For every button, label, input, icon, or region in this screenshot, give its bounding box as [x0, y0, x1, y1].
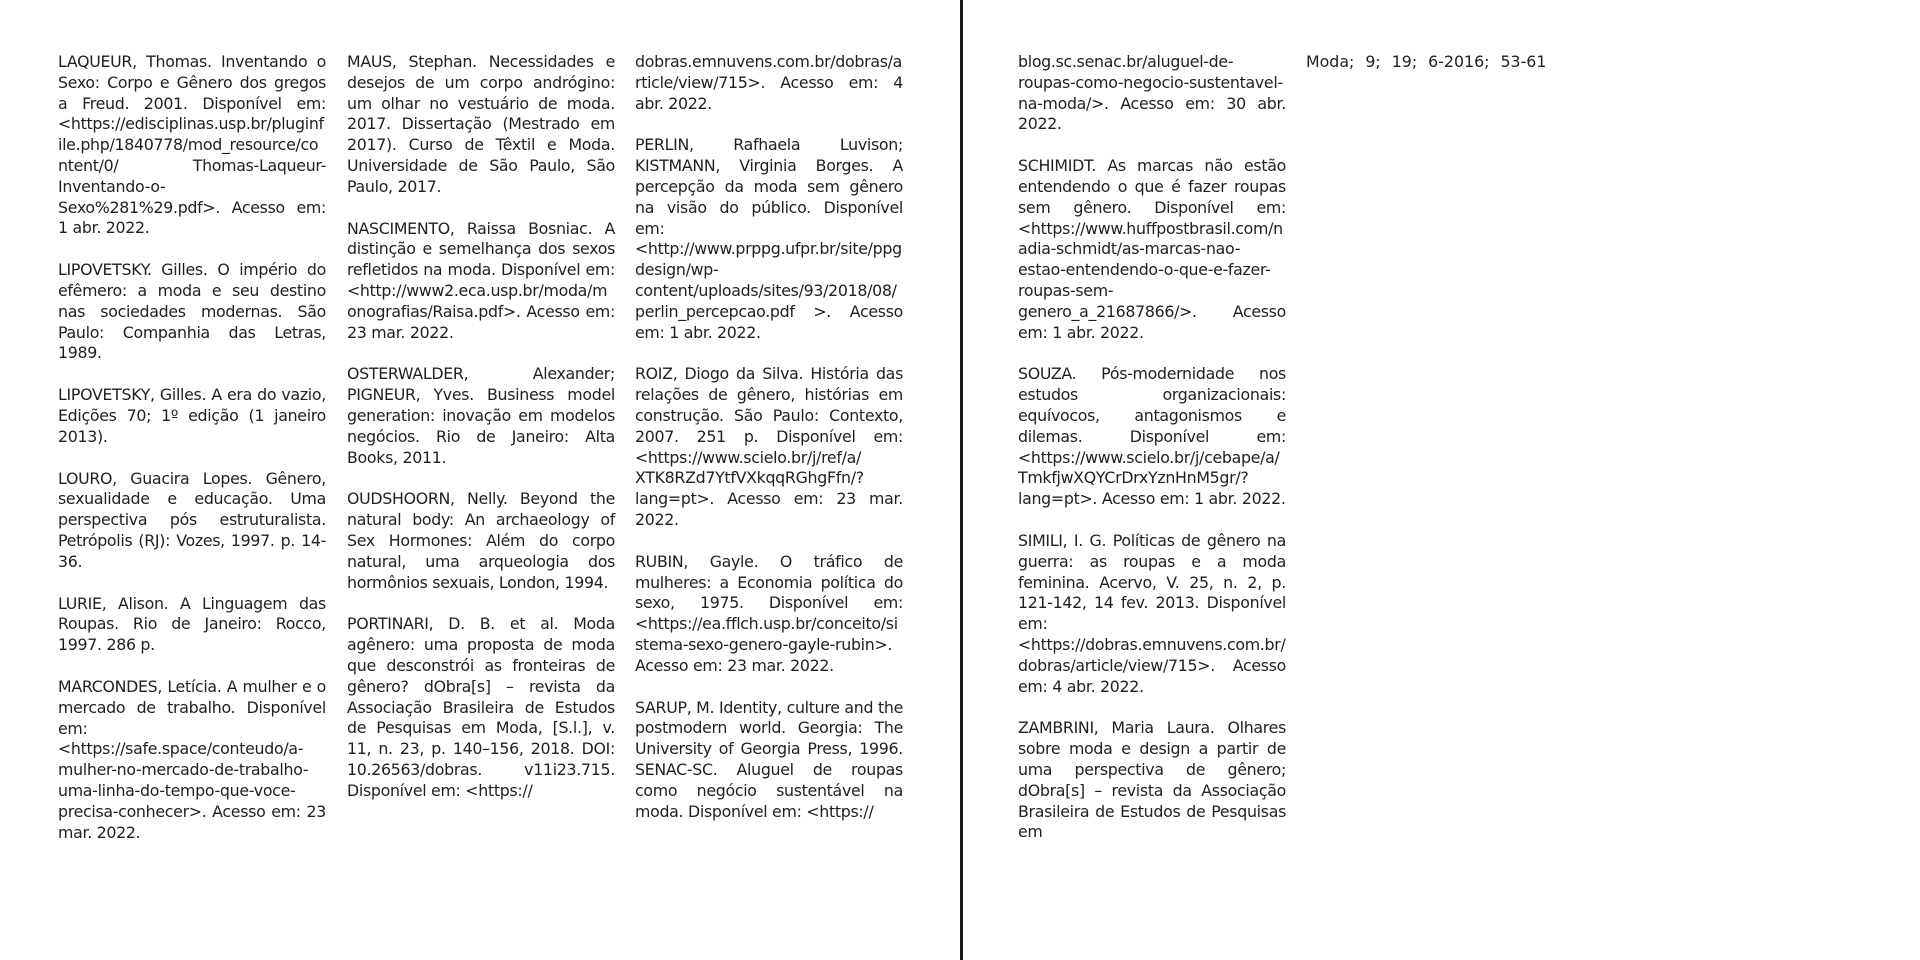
- reference-entry: MAUS, Stephan. Necessidades e desejos de um corpo andrógino: um olhar no vestuário de moda. 2017. Dissertação (Mestrado em 2017). Curso de Têxtil e Moda. Universidade de São Paulo, São Paulo, 2017.: [347, 52, 615, 196]
- reference-entry: LURIE, Alison. A Linguagem das Roupas. Rio de Janeiro: Rocco, 1997. 286 p.: [58, 593, 326, 655]
- reference-entry: MARCONDES, Letícia. A mulher e o mercado de trabalho. Disponível em: <https://safe.space/conteudo/a-mulher-no-mercado-de-trabalho-uma-linha-do-tempo-que-voce-precisa-conhecer>. Acesso em: 23 mar. 2022.: [58, 676, 326, 842]
- page-divider: [960, 0, 963, 960]
- reference-entry: PERLIN, Rafhaela Luvison; KISTMANN, Virginia Borges. A percepção da moda sem gênero na visão do público. Disponível em: <http://www.prppg.ufpr.br/site/ppgdesign/wp-content/uploads/sites/93/2018/08/perlin_percepcao.pdf >. Acesso em: 1 abr. 2022.: [635, 135, 903, 342]
- reference-entry: OSTERWALDER, Alexander; PIGNEUR, Yves. Business model generation: inovação em modelos negócios. Rio de Janeiro: Alta Books, 2011.: [347, 364, 615, 467]
- references-column-4: [1018, 52, 1286, 864]
- reference-entry: ROIZ, Diogo da Silva. História das relações de gênero, histórias em construção. São Paulo: Contexto, 2007. 251 p. Disponível em: <https://www.scielo.br/j/ref/a/ XTK8RZd7YtfVXkqqRGhgFfn/?lang=pt>. Acesso em: 23 mar. 2022.: [635, 364, 903, 529]
- reference-entry: ZAMBRINI, Maria Laura. Olhares sobre moda e design a partir de uma perspectiva de gênero; dObra[s] – revista da Associação Brasileira de Estudos de Pesquisas em: [1018, 718, 1286, 842]
- references-column-1: [58, 52, 326, 864]
- reference-entry: PORTINARI, D. B. et al. Moda agênero: uma proposta de moda que desconstrói as fronteiras de gênero? dObra[s] – revista da Associação Brasileira de Estudos de Pesquisas em Moda, [S.l.], v. 11, n. 23, p. 140–156, 2018. DOI: 10.26563/dobras. v11i23.715. Disponível em: <https://: [347, 614, 615, 800]
- reference-entry: SOUZA. Pós-modernidade nos estudos organizacionais: equívocos, antagonismos e dilemas. Disponível em: <https://www.scielo.br/j/cebape/a/TmkfjwXQYCrDrxYznHnM5gr/?lang=pt>. Acesso em: 1 abr. 2022.: [1018, 364, 1286, 509]
- reference-entry: RUBIN, Gayle. O tráfico de mulheres: a Economia política do sexo, 1975. Disponível em: <https://ea.fflch.usp.br/conceito/sistema-sexo-genero-gayle-rubin>. Acesso em: 23 mar. 2022.: [635, 551, 903, 675]
- reference-entry: LOURO, Guacira Lopes. Gênero, sexualidade e educação. Uma perspectiva pós estruturalista. Petrópolis (RJ): Vozes, 1997. p. 14-36.: [58, 468, 326, 571]
- reference-entry: NASCIMENTO, Raissa Bosniac. A distinção e semelhança dos sexos refletidos na moda. Disponível em: <http://www2.eca.usp.br/moda/monografias/Raisa.pdf>. Acesso em: 23 mar. 2022.: [347, 218, 615, 342]
- reference-entry: LAQUEUR, Thomas. Inventando o Sexo: Corpo e Gênero dos gregos a Freud. 2001. Disponível em: <https://edisciplinas.usp.br/pluginfile.php/1840778/mod_resource/content/0/ Thomas-Laqueur-Inventando-o-Sexo%281%29.pdf>. Acesso em: 1 abr. 2022.: [58, 52, 326, 238]
- reference-entry: SARUP, M. Identity, culture and the postmodern world. Georgia: The University of Georgia Press, 1996. SENAC-SC. Aluguel de roupas como negócio sustentável na moda. Disponível em: <https://: [635, 697, 903, 821]
- references-column-3: [635, 52, 903, 843]
- reference-entry: SCHIMIDT. As marcas não estão entendendo o que é fazer roupas sem gênero. Disponível em: <https://www.huffpostbrasil.com/nadia-schmidt/as-marcas-nao-estao-entendendo-o-que-e-fazer-roupas-sem-genero_a_21687866/>. Acesso em: 1 abr. 2022.: [1018, 156, 1286, 342]
- reference-entry: LIPOVETSKY, Gilles. A era do vazio, Edições 70; 1º edição (1 janeiro 2013).: [58, 385, 326, 446]
- reference-entry: SIMILI, I. G. Políticas de gênero na guerra: as roupas e a moda feminina. Acervo, V. 25, n. 2, p. 121-142, 14 fev. 2013. Disponível em: <https://dobras.emnuvens.com.br/dobras/article/view/715>. Acesso em: 4 abr. 2022.: [1018, 530, 1286, 696]
- reference-entry: LIPOVETSKY. Gilles. O império do efêmero: a moda e seu destino nas sociedades modernas. São Paulo: Companhia das Letras, 1989.: [58, 260, 326, 363]
- reference-entry: dobras.emnuvens.com.br/dobras/article/view/715>. Acesso em: 4 abr. 2022.: [635, 52, 903, 113]
- reference-entry: blog.sc.senac.br/aluguel-de-roupas-como-negocio-sustentavel-na-moda/>. Acesso em: 30 abr. 2022.: [1018, 52, 1286, 134]
- references-column-2: [347, 52, 615, 823]
- running-footer: Moda; 9; 19; 6-2016; 53-61: [1306, 52, 1547, 71]
- reference-entry: OUDSHOORN, Nelly. Beyond the natural body: An archaeology of Sex Hormones: Além do corpo natural, uma arqueologia dos hormônios sexuais, London, 1994.: [347, 489, 615, 592]
